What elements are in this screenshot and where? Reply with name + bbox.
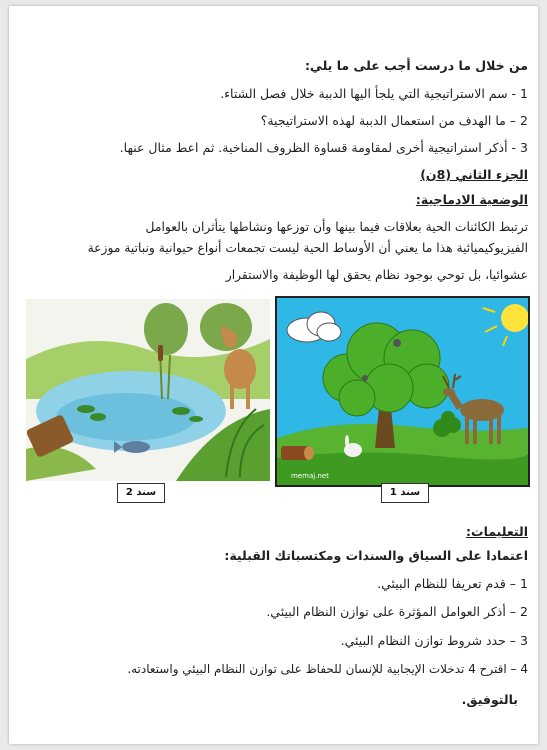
item-number: 3 bbox=[520, 633, 528, 648]
question-text: – ما الهدف من استعمال الدببة لهذه الاستراتيجية؟ bbox=[260, 113, 517, 128]
document-2-image bbox=[26, 299, 270, 481]
question-text: - أذكر استراتيجية أخرى لمقاومة قساوة الظروف المناخية. ثم اعط مثال عنها. bbox=[119, 140, 517, 155]
question-3 bbox=[9, 140, 528, 155]
question-1 bbox=[9, 86, 528, 101]
item-text: – حدد شروط توازن النظام البيئي. bbox=[340, 633, 517, 648]
paragraph-line-2: الفيزيوكيميائية هذا ما يعني أن الأوساط الحية ليست تجمعات أنواع حيوانية ونباتية موزعة bbox=[87, 241, 528, 255]
worksheet-page bbox=[9, 6, 538, 744]
document-2-caption: سند 2 bbox=[117, 483, 165, 503]
instruction-item-3 bbox=[9, 633, 528, 648]
instructions-subtitle: اعتمادا على السياق والسندات ومكتسباتك القبلية: bbox=[224, 548, 528, 563]
instruction-item-2 bbox=[9, 604, 528, 619]
part-two-heading: الجزء الثاني (8ن) bbox=[420, 167, 528, 182]
paragraph-line-1: ترتبط الكائنات الحية بعلاقات فيما بينها وأن توزعها ونشاطها يتأثران بالعوامل bbox=[145, 220, 528, 234]
closing-text: بالتوفيق. bbox=[461, 692, 518, 707]
part-one-intro: من خلال ما درست أجب على ما يلي: bbox=[304, 58, 528, 73]
pond-ecosystem-illustration bbox=[26, 299, 270, 481]
instruction-item-4 bbox=[9, 662, 528, 676]
item-text: – قدم تعريفا للنظام البيئي. bbox=[377, 576, 517, 591]
item-number: 1 bbox=[520, 576, 528, 591]
question-number: 3 bbox=[520, 140, 528, 155]
question-number: 2 bbox=[520, 113, 528, 128]
document-1-caption: سند 1 bbox=[381, 483, 429, 503]
instruction-item-1 bbox=[9, 576, 528, 591]
instructions-title: التعليمات: bbox=[466, 524, 528, 539]
paragraph-line-3: عشوائيا، بل توحي بوجود نظام يحقق لها الوظيفة والاستقرار bbox=[225, 268, 528, 282]
question-number: 1 bbox=[520, 86, 528, 101]
forest-ecosystem-illustration bbox=[277, 298, 528, 485]
item-text: – اقترح 4 تدخلات الإيجابية للإنسان للحفاظ على توازن النظام البيئي واستعادته. bbox=[127, 662, 517, 676]
item-number: 4 bbox=[520, 662, 528, 676]
question-2 bbox=[9, 113, 528, 128]
question-text: - سم الاستراتيجية التي يلجأ اليها الدببة خلال فصل الشتاء. bbox=[220, 86, 517, 101]
document-1-image bbox=[275, 296, 530, 487]
situation-title: الوضعية الادماجية: bbox=[415, 192, 528, 207]
item-text: – أذكر العوامل المؤثرة على توازن النظام البيئي. bbox=[266, 604, 517, 619]
image-watermark: memaj.net bbox=[291, 472, 329, 480]
item-number: 2 bbox=[520, 604, 528, 619]
